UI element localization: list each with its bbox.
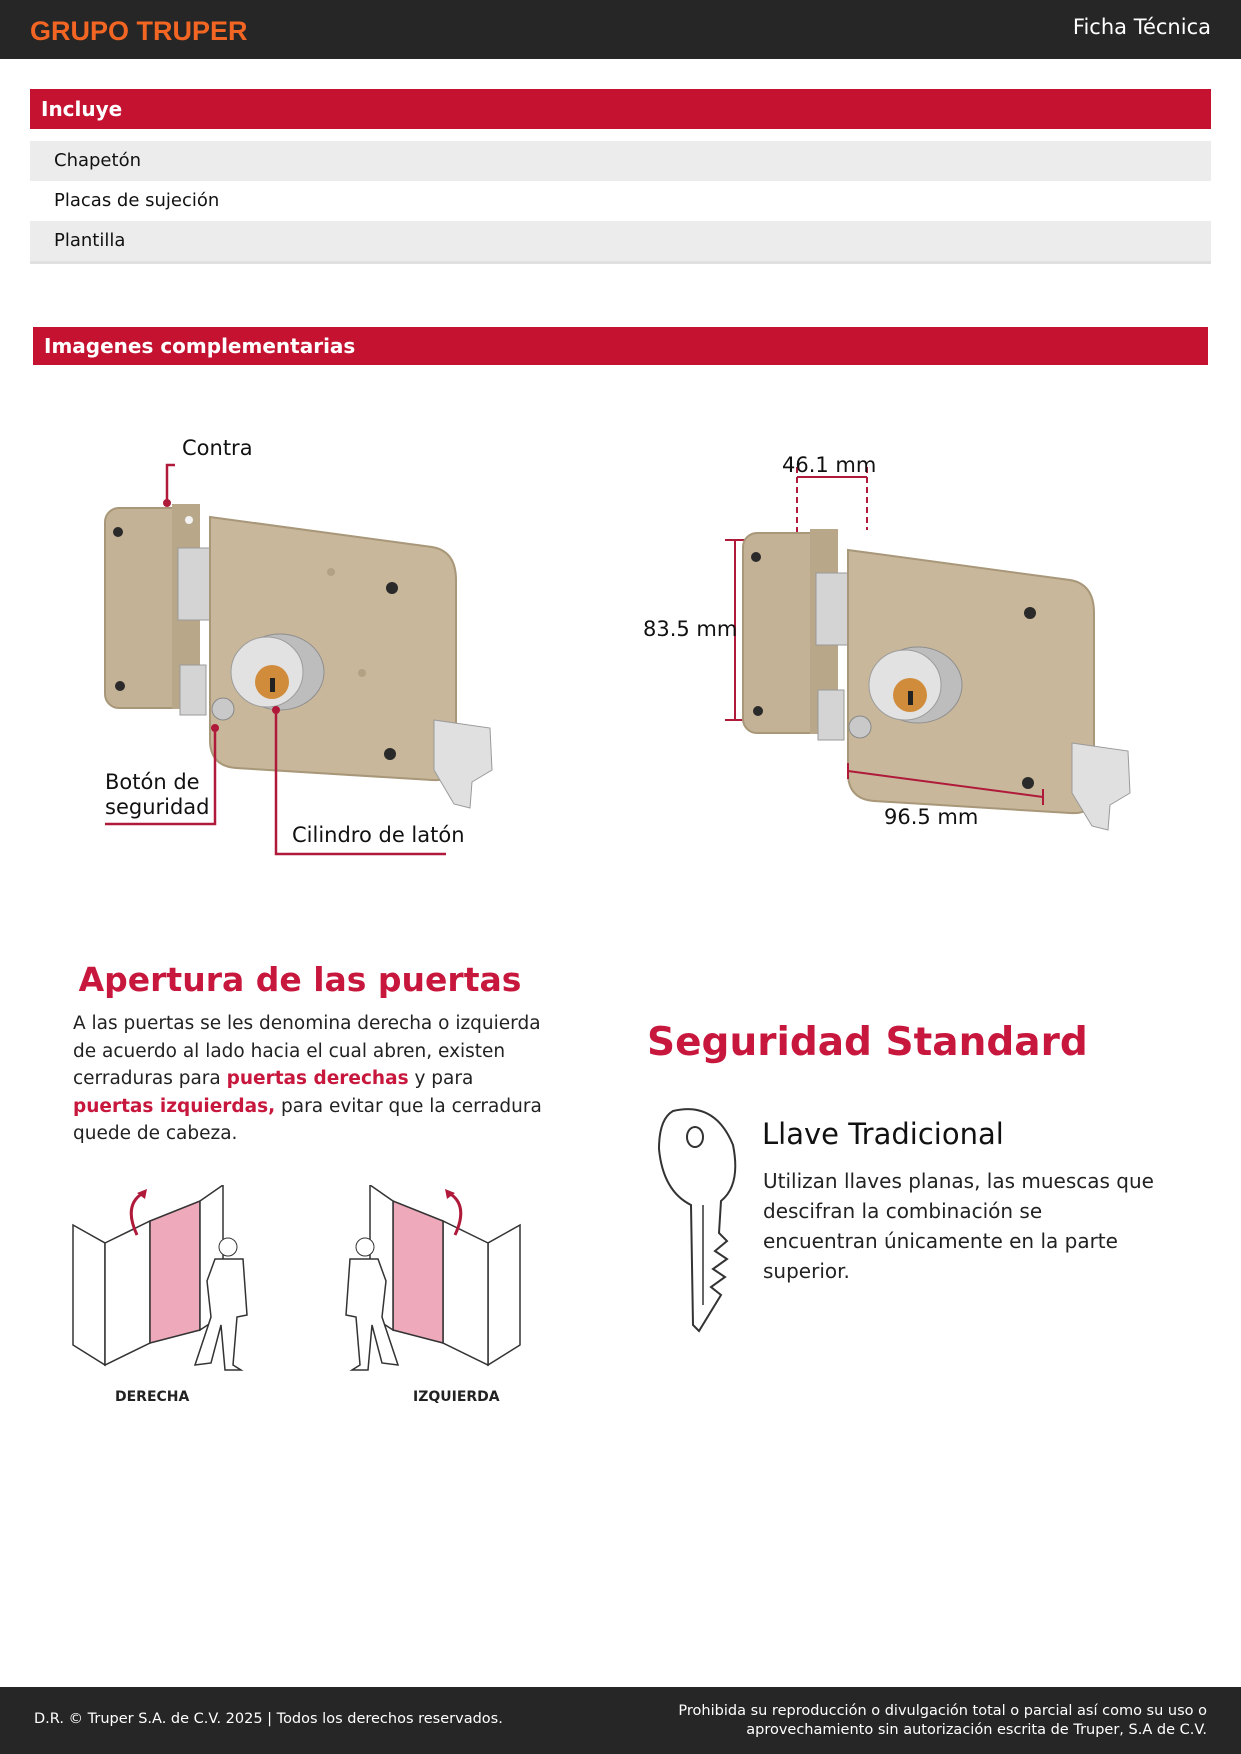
- callout-boton-line2: seguridad: [105, 795, 210, 819]
- footer-legal-line2: aprovechamiento sin autorización escrita de Truper, S.A de C.V.: [746, 1722, 1207, 1738]
- key-icon: [655, 1105, 745, 1335]
- key-title: Llave Tradicional: [762, 1117, 1004, 1151]
- callout-contra: Contra: [182, 436, 253, 460]
- callout-boton-line1: Botón de: [105, 770, 200, 794]
- callout-cilindro: Cilindro de latón: [292, 823, 465, 847]
- apertura-text: [73, 1010, 553, 1148]
- list-item: Chapetón: [30, 141, 1211, 181]
- apertura-highlight-izquierdas: puertas izquierdas,: [73, 1095, 276, 1117]
- door-left-icon: [346, 1185, 520, 1370]
- dimension-height: 83.5 mm: [643, 617, 738, 641]
- apertura-highlight-derechas: puertas derechas: [226, 1068, 409, 1089]
- door-label-izquierda: IZQUIERDA: [413, 1389, 500, 1405]
- lock-dimensions-photo: [635, 445, 1155, 845]
- apertura-text-3: para evitar que la cerradura quede de cabeza.: [73, 1095, 542, 1144]
- door-right-icon: [73, 1185, 247, 1370]
- footer-copyright: D.R. © Truper S.A. de C.V. 2025 | Todos los derechos reservados.: [34, 1711, 503, 1727]
- dimension-width-top: 46.1 mm: [782, 453, 877, 477]
- footer: [0, 1687, 1241, 1754]
- door-label-derecha: DERECHA: [115, 1389, 190, 1405]
- list-item: Plantilla: [30, 221, 1211, 261]
- top-bar: [0, 0, 1241, 59]
- incluye-header: Incluye: [30, 89, 1211, 129]
- apertura-title: Apertura de las puertas: [78, 960, 522, 999]
- footer-legal-line1: Prohibida su reproducción o divulgación total o parcial así como su uso o: [678, 1703, 1207, 1719]
- list-divider: [30, 261, 1211, 264]
- imagenes-header: Imagenes complementarias: [33, 327, 1208, 365]
- incluye-list: [30, 141, 1211, 264]
- key-description: Utilizan llaves planas, las muescas que descifran la combinación se encuentran únicamente en la parte superior.: [763, 1169, 1154, 1283]
- apertura-text-1: A las puertas se les denomina derecha o izquierda de acuerdo al lado hacia el cual abren, existen cerraduras para: [73, 1013, 541, 1089]
- dimension-width-bottom: 96.5 mm: [884, 805, 979, 829]
- footer-legal: [678, 1702, 1207, 1740]
- seguridad-title: Seguridad Standard: [647, 1020, 1088, 1065]
- list-item: Placas de sujeción: [54, 190, 220, 211]
- document-title: Ficha Técnica: [1072, 15, 1211, 39]
- door-diagram: [65, 1185, 545, 1410]
- apertura-text-2: y para: [408, 1068, 474, 1089]
- truper-logo: GRUPO TRUPER: [30, 16, 248, 46]
